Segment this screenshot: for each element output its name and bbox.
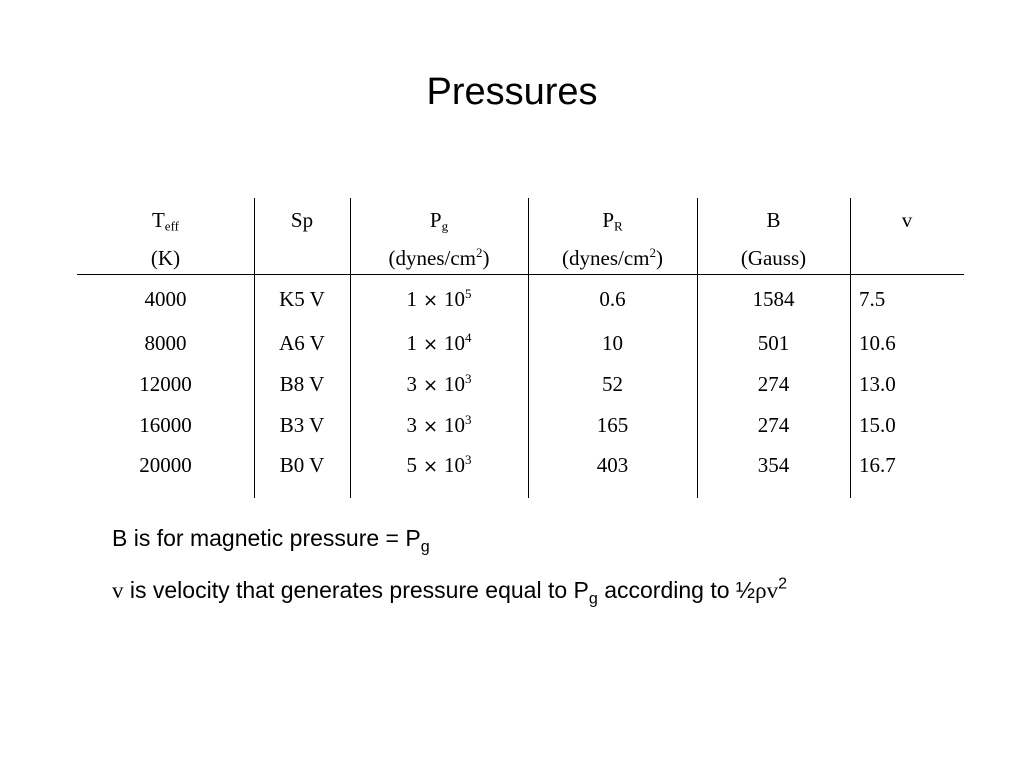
header-pg: $P_g$ bbox=[429, 208, 449, 234]
page-title: Pressures bbox=[426, 71, 598, 113]
header-divider bbox=[77, 274, 964, 275]
header-v: v bbox=[901, 208, 913, 232]
cell-teff: 4000 bbox=[144, 287, 187, 311]
cell-b: 274 bbox=[757, 372, 790, 396]
cell-pr: 403 bbox=[596, 453, 629, 477]
cell-pg: $3 \times 10^3$ bbox=[406, 371, 472, 396]
header-pr: $P_R$ bbox=[602, 208, 623, 234]
cell-v: 7.5 bbox=[859, 287, 886, 311]
header-pg-unit: $(dynes/cm^2)$ bbox=[388, 245, 490, 270]
cell-sp: B3 V bbox=[279, 413, 325, 437]
cell-v: 15.0 bbox=[859, 413, 896, 437]
cell-v: 16.7 bbox=[859, 453, 896, 477]
cell-pg: $3 \times 10^3$ bbox=[406, 412, 472, 437]
note-velocity: v is velocity that generates pressure equal to $P_g$ according to $\frac{1}{2}\rho v^2$ bbox=[112, 574, 788, 608]
cell-b: 1584 bbox=[752, 287, 795, 311]
cell-v: 13.0 bbox=[859, 372, 896, 396]
pressures-table bbox=[77, 198, 964, 498]
cell-v: 10.6 bbox=[859, 331, 896, 355]
header-b-unit: (Gauss) bbox=[740, 246, 807, 270]
header-sp: Sp bbox=[290, 208, 314, 232]
cell-b: 501 bbox=[757, 331, 790, 355]
cell-b: 354 bbox=[757, 453, 790, 477]
cell-pr: 0.6 bbox=[599, 287, 626, 311]
header-b: B bbox=[766, 208, 781, 232]
cell-pr: 10 bbox=[602, 331, 623, 355]
header-teff: $T_{eff}$ bbox=[151, 208, 180, 234]
cell-pg: $5 \times 10^3$ bbox=[406, 452, 472, 477]
cell-pr: 52 bbox=[602, 372, 623, 396]
cell-teff: 8000 bbox=[144, 331, 187, 355]
cell-pg: $1 \times 10^5$ bbox=[406, 286, 472, 311]
cell-teff: 12000 bbox=[139, 372, 192, 396]
cell-teff: 20000 bbox=[139, 453, 192, 477]
cell-pg: $1 \times 10^4$ bbox=[406, 330, 472, 355]
cell-sp: A6 V bbox=[279, 331, 325, 355]
cell-b: 274 bbox=[757, 413, 790, 437]
cell-pr: 165 bbox=[596, 413, 629, 437]
column-divider bbox=[850, 198, 851, 498]
cell-sp: K5 V bbox=[279, 287, 325, 311]
cell-teff: 16000 bbox=[139, 413, 192, 437]
cell-sp: B8 V bbox=[279, 372, 325, 396]
header-pr-unit: $(dynes/cm^2)$ bbox=[562, 245, 663, 270]
header-teff-unit: (K) bbox=[150, 246, 181, 270]
cell-sp: B0 V bbox=[279, 453, 325, 477]
note-magnetic-pressure: B is for magnetic pressure = $P_g$ bbox=[112, 525, 430, 556]
